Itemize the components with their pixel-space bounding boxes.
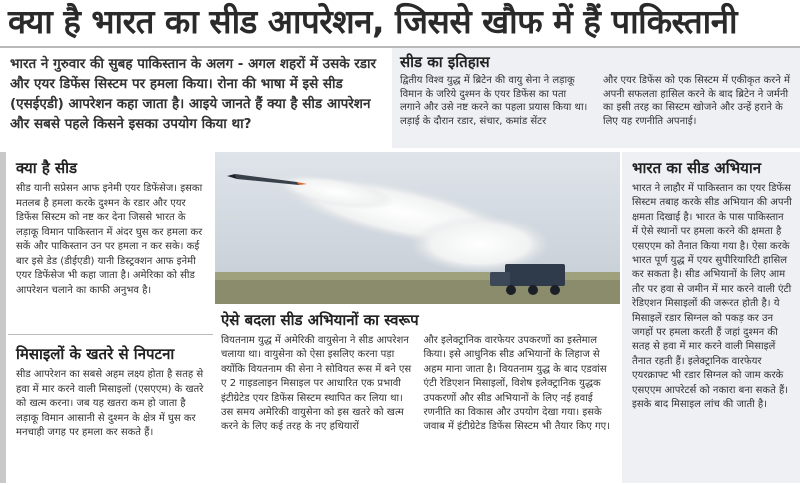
headline-bar bbox=[0, 0, 800, 48]
changing-seed-columns bbox=[221, 334, 614, 435]
what-is-seed-title: क्या है सीड bbox=[16, 159, 78, 177]
changing-seed-title: ऐसे बदला सीड अभियानों का स्वरूप bbox=[221, 311, 419, 329]
india-seed-box bbox=[622, 152, 800, 483]
left-edge-strip bbox=[0, 152, 6, 483]
india-seed-text: भारत ने लाहौर में पाकिस्तान का एयर डिफेंस सिस्टम तबाह करके सीड अभियान की अपनी क्षमता दिखाई है। भारत के पास पाकिस्तान में ऐसे स्थानों पर हमला करने की क्षमता है एसएएम को तैनात किया गया है। ऐसा करके भारत पूर्ण युद्ध में एयर सुपीरियारिटी हासिल कर सकता है। सीड अभियानों के लिए आम तौर पर हवा से जमीन में मार करने वाली एंटी रेडिएशन मिसाइलों की जरूरत होती है। ये मिसाइलें रडार सिग्नल को पकड़ कर उन जगहों पर हमला करती हैं जहां दुश्मन की सतह से हवा में मार करने वाली मिसाइलें तैनात रहती हैं। इलेक्ट्रानिक वारफेयर एयरक्राफ्ट भी रडार सिग्नल को जाम करके एसएएम आपरेटर्स को नकारा बना सकते हैं। इसके बाद मिसाइल लांच की जाती है। bbox=[632, 183, 792, 411]
missile-threat-title: मिसाइलों के खतरे से निपटना bbox=[16, 345, 175, 363]
missile-threat-text: सीड आपरेशन का सबसे अहम लक्ष्य होता है सतह से हवा में मार करने वाली मिसाइलों (एसएएम) के खतरे को खत्म करना। जब यह खतरा कम हो जाता है लड़ाकू विमान आसानी से दुश्मन के क्षेत्र में घुस कर मनचाही जगह पर हमला कर सकते हैं। bbox=[16, 369, 204, 438]
missile-launch-photo bbox=[215, 152, 620, 304]
history-col-2: और एयर डिफेंस को एक सिस्टम में एकीकृत करने में अपनी सफलता हासिल करने के बाद ब्रिटेन ने जर्मनी का इसी तरह का सिस्टम खोजने और उन्हें हराने के लिए यह रणनीति अपनाई। bbox=[603, 75, 790, 127]
india-seed-title: भारत का सीड अभियान bbox=[632, 159, 762, 177]
changing-seed-col-1: वियतनाम युद्ध में अमेरिकी वायुसेना ने सीड आपरेशन चलाया था। वायुसेना को ऐसा इसलिए करना पड़ा क्योंकि वियतनाम की सेना ने सोवियत रूस में बने एस ए 2 गाइडलाइन मिसाइल पर आधारित एक प्रभावी इंटीग्रेटेड एयर डिफेंस सिस्टम स्थापित कर लिया था। उस समय अमेरिकी वायुसेना को इस खतरे को खत्म करने के लिए कई तरह के नए हथियारों bbox=[221, 335, 412, 433]
history-title: सीड का इतिहास bbox=[400, 53, 490, 71]
what-is-seed-text: सीड यानी सप्रेसन आफ इनेमी एयर डिफेंसेज। इसका मतलब है हमला करके दुश्मन के रडार और एयर डिफेंस सिस्टम को नष्ट कर देना जिससे भारत के लड़ाकू विमान पाकिस्तान में अंदर घुस कर हमला कर सकें और पाकिस्तान उन पर हमला न कर सके। कई बार इसे डेड (डीईएडी) यानी डिस्ट्रक्शन आफ इनेमी एयर डिफेंसेज भी कहा जाता है। अमेरिका को सीड आपरेशन चलाने का काफी अनुभव है। bbox=[16, 183, 203, 296]
what-is-seed-box bbox=[8, 152, 213, 335]
page-title: क्या है भारत का सीड आपरेशन, जिससे खौफ में हैं पाकिस्तानी bbox=[8, 2, 738, 41]
changing-seed-col-2: और इलेक्ट्रानिक वारफेयर उपकरणों का इस्तेमाल किया। इसे आधुनिक सीड अभियानों के लिहाज से अहम माना जाता है। वियतनाम युद्ध के बाद एडवांस एंटी रेडिएशन मिसाइलों, विशेष इलेक्ट्रानिक युद्धक उपकरणों और सीड अभियानों के लिए नई हवाई रणनीति का विकास और उपयोग देखा गया। इसके जवाब में इंटीग्रेटेड डिफेंस सिस्टम भी तैयार किए गए। bbox=[423, 335, 610, 433]
history-col-1: द्वितीय विश्व युद्ध में ब्रिटेन की वायु सेना ने लड़ाकू विमान के जरिये दुश्मन के एयर डिफेंस का पता लगाने और उसे नष्ट करने का पहला प्रयास किया था। लड़ाई के दौरान रडार, संचार, कमांड सेंटर bbox=[400, 75, 588, 127]
missile-launch-illustration bbox=[215, 152, 620, 304]
missile-threat-box bbox=[8, 338, 213, 483]
history-columns bbox=[400, 74, 792, 128]
history-box bbox=[392, 48, 800, 148]
lead-paragraph-box bbox=[0, 48, 392, 148]
lead-text: भारत ने गुरुवार की सुबह पाकिस्तान के अलग - अगल शहरों में उसके रडार और एयर डिफेंस सिस्टम पर हमला किया। रोना की भाषा में इसे सीड (एसईएडी) आपरेशन कहा जाता है। आइये जानते हैं क्या है सीड आपरेशन और सबसे पहले किसने इसका उपयोग किया था? bbox=[10, 56, 377, 132]
changing-seed-box bbox=[215, 306, 620, 483]
